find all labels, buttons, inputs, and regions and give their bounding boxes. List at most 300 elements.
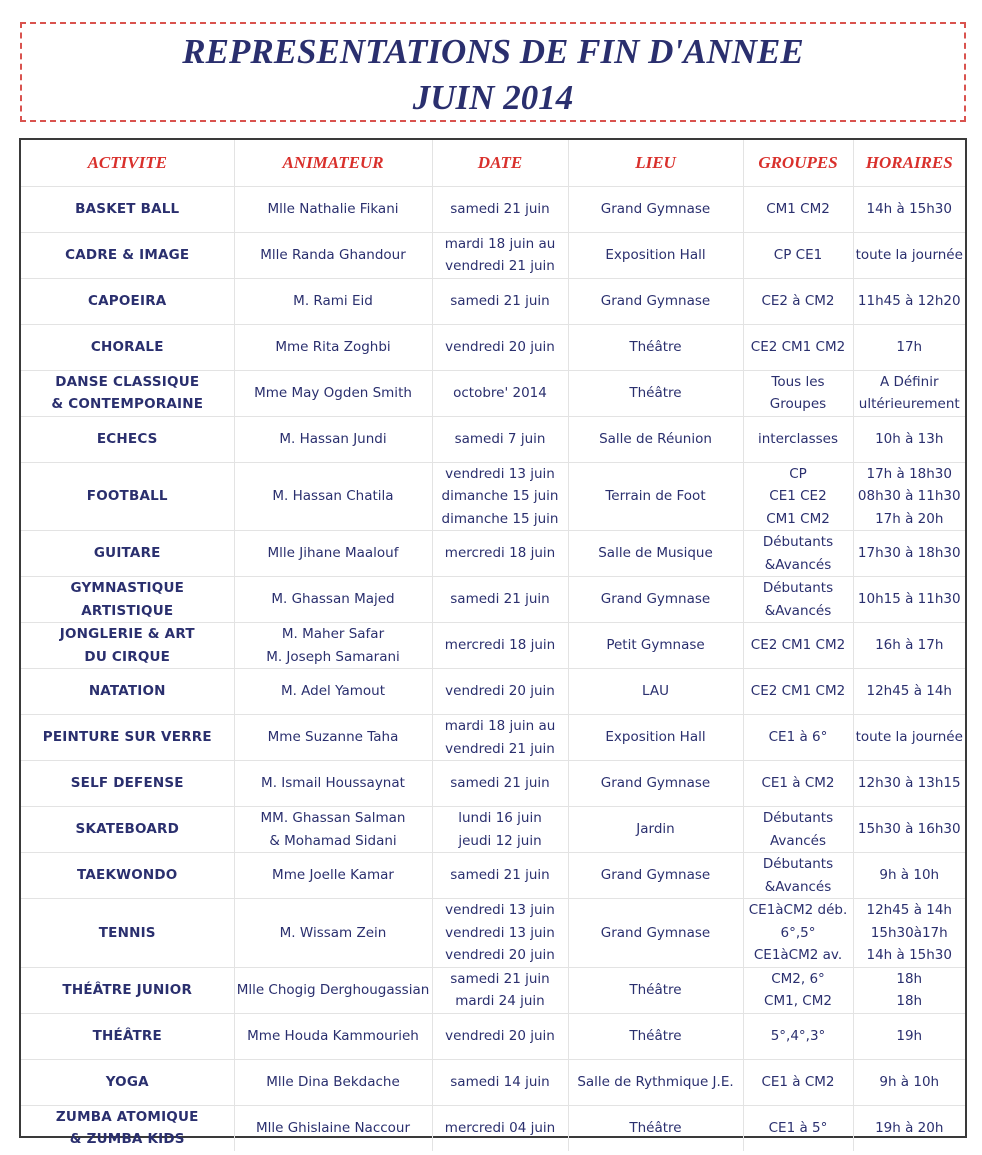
activite-text: PEINTURE SUR VERRE — [42, 729, 212, 746]
groupes-text: &Avancés — [764, 602, 832, 619]
activite-text: BASKET BALL — [75, 200, 180, 217]
groupes-text: 6°,5° — [780, 924, 816, 941]
cell-horaires — [853, 531, 965, 577]
groupes-text: CE1àCM2 déb. — [748, 902, 848, 918]
cell-activite — [21, 278, 234, 324]
cell-groupes — [743, 577, 853, 623]
date-text: vendredi 13 juin — [445, 465, 555, 482]
groupes-text: &Avancés — [764, 878, 832, 895]
date-text: samedi 7 juin — [454, 430, 546, 447]
groupes-text: CE2 CM1 CM2 — [750, 683, 846, 700]
groupes-text: &Avancés — [764, 556, 832, 573]
cell-lieu — [568, 186, 743, 232]
groupes-text: Débutants — [762, 534, 834, 550]
horaires-text: 10h à 13h — [875, 430, 944, 447]
date-text: mardi 24 juin — [455, 993, 545, 1009]
cell-horaires — [853, 462, 965, 531]
cell-animateur — [234, 853, 432, 899]
cell-horaires — [853, 761, 965, 807]
date-text: samedi 14 juin — [450, 1073, 550, 1090]
cell-date — [432, 623, 568, 669]
activite-text: SELF DEFENSE — [70, 775, 184, 792]
activite-text: NATATION — [88, 683, 166, 700]
cell-horaires — [853, 278, 965, 324]
horaires-text: 9h à 10h — [879, 1073, 940, 1090]
cell-lieu — [568, 669, 743, 715]
lieu-text: Grand Gymnase — [600, 867, 711, 884]
activite-text: GYMNASTIQUE — [70, 580, 185, 596]
cell-lieu — [568, 967, 743, 1013]
lieu-text: Grand Gymnase — [600, 591, 711, 608]
groupes-text: CE1 CE2 — [769, 488, 827, 504]
activite-text: CHORALE — [90, 338, 164, 355]
groupes-text: CM1 CM2 — [766, 510, 830, 527]
table-row — [21, 186, 965, 232]
animateur-text: M. Adel Yamout — [280, 683, 386, 700]
cell-lieu — [568, 807, 743, 853]
groupes-text: CE2 CM1 CM2 — [750, 338, 846, 355]
lieu-text: Théâtre — [629, 981, 682, 998]
table-row — [21, 577, 965, 623]
activite-text: DANSE CLASSIQUE — [55, 373, 200, 390]
date-text: octobre' 2014 — [453, 384, 547, 401]
cell-activite — [21, 807, 234, 853]
activite-text: ARTISTIQUE — [81, 602, 174, 619]
cell-groupes — [743, 761, 853, 807]
cell-lieu — [568, 1059, 743, 1105]
animateur-text: M. Rami Eid — [293, 292, 373, 309]
header-lieu: LIEU — [568, 140, 743, 186]
animateur-text: Mlle Ghislaine Naccour — [255, 1120, 411, 1136]
groupes-text: 5°,4°,3° — [770, 1027, 826, 1044]
cell-groupes — [743, 186, 853, 232]
horaires-text: 15h30 à 16h30 — [857, 821, 961, 838]
cell-date — [432, 1059, 568, 1105]
activite-text: ZUMBA ATOMIQUE — [55, 1108, 199, 1125]
cell-lieu — [568, 278, 743, 324]
cell-animateur — [234, 531, 432, 577]
cell-activite — [21, 531, 234, 577]
cell-date — [432, 462, 568, 531]
animateur-text: MM. Ghassan Salman — [260, 810, 406, 826]
table-row — [21, 623, 965, 669]
groupes-text: Groupes — [769, 396, 827, 412]
cell-lieu — [568, 899, 743, 968]
cell-groupes — [743, 1059, 853, 1105]
cell-activite — [21, 1013, 234, 1059]
table-row — [21, 761, 965, 807]
date-text: lundi 16 juin — [458, 810, 542, 826]
horaires-text: 10h15 à 11h30 — [857, 591, 961, 608]
table-header-row — [21, 140, 965, 186]
cell-date — [432, 669, 568, 715]
animateur-text: Mlle Dina Bekdache — [266, 1073, 400, 1090]
cell-horaires — [853, 807, 965, 853]
animateur-text: & Mohamad Sidani — [269, 832, 397, 849]
cell-animateur — [234, 324, 432, 370]
date-text: vendredi 20 juin — [445, 338, 555, 355]
groupes-text: CM1, CM2 — [764, 993, 832, 1009]
cell-groupes — [743, 715, 853, 761]
lieu-text: Petit Gymnase — [606, 637, 705, 654]
table-row — [21, 853, 965, 899]
cell-animateur — [234, 967, 432, 1013]
groupes-text: CE1 à 6° — [768, 729, 828, 746]
animateur-text: Mlle Randa Ghandour — [260, 246, 406, 263]
cell-groupes — [743, 531, 853, 577]
table-row — [21, 370, 965, 416]
cell-date — [432, 807, 568, 853]
date-text: vendredi 20 juin — [445, 1027, 555, 1044]
cell-date — [432, 278, 568, 324]
activite-text: THÉÂTRE JUNIOR — [62, 981, 193, 998]
cell-lieu — [568, 577, 743, 623]
cell-date — [432, 1013, 568, 1059]
cell-date — [432, 715, 568, 761]
lieu-text: Salle de Réunion — [599, 430, 712, 447]
date-text: samedi 21 juin — [450, 970, 550, 987]
cell-horaires — [853, 416, 965, 462]
cell-date — [432, 853, 568, 899]
cell-lieu — [568, 462, 743, 531]
activite-text: YOGA — [105, 1073, 149, 1090]
cell-horaires — [853, 967, 965, 1013]
cell-lieu — [568, 416, 743, 462]
cell-horaires — [853, 324, 965, 370]
cell-animateur — [234, 370, 432, 416]
horaires-text: toute la journée — [855, 729, 963, 746]
groupes-text: CE1àCM2 av. — [753, 947, 843, 963]
table-row — [21, 278, 965, 324]
schedule-table-frame — [19, 138, 967, 1148]
table-row — [21, 324, 965, 370]
groupes-text: CE1 à CM2 — [761, 775, 835, 792]
cell-horaires — [853, 623, 965, 669]
cell-date — [432, 899, 568, 968]
cell-date — [432, 577, 568, 623]
cell-date — [432, 1105, 568, 1151]
date-text: mardi 18 juin au — [444, 718, 556, 734]
groupes-text: CE1 à 5° — [768, 1120, 828, 1136]
cell-animateur — [234, 278, 432, 324]
date-text: vendredi 21 juin — [445, 258, 555, 274]
table-body — [21, 186, 965, 1151]
cell-date — [432, 761, 568, 807]
cell-activite — [21, 669, 234, 715]
date-text: mercredi 04 juin — [444, 1120, 556, 1136]
cell-activite — [21, 416, 234, 462]
lieu-text: Théâtre — [629, 384, 682, 401]
cell-date — [432, 324, 568, 370]
cell-lieu — [568, 324, 743, 370]
animateur-text: Mme Joelle Kamar — [272, 867, 394, 884]
cell-groupes — [743, 1105, 853, 1151]
page-subtitle: JUIN 2014 — [412, 78, 574, 117]
activite-text: JONGLERIE & ART — [59, 626, 195, 642]
cell-lieu — [568, 370, 743, 416]
cell-animateur — [234, 462, 432, 531]
table-row — [21, 462, 965, 531]
date-text: dimanche 15 juin — [441, 510, 559, 527]
activite-text: ECHECS — [96, 430, 158, 447]
lieu-text: Jardin — [636, 821, 675, 838]
lieu-text: Exposition Hall — [605, 729, 706, 746]
date-text: samedi 21 juin — [450, 867, 550, 884]
horaires-text: 18h — [896, 970, 923, 987]
animateur-text: Mme Rita Zoghbi — [275, 338, 391, 355]
animateur-text: M. Wissam Zein — [279, 924, 387, 941]
cell-lieu — [568, 853, 743, 899]
groupes-text: CP CE1 — [773, 246, 823, 263]
cell-groupes — [743, 623, 853, 669]
cell-animateur — [234, 761, 432, 807]
horaires-text: 16h à 17h — [875, 637, 944, 654]
cell-horaires — [853, 577, 965, 623]
cell-horaires — [853, 232, 965, 278]
cell-groupes — [743, 278, 853, 324]
cell-lieu — [568, 531, 743, 577]
title-box — [20, 22, 966, 122]
horaires-text: 19h à 20h — [875, 1120, 944, 1136]
cell-lieu — [568, 232, 743, 278]
animateur-text: Mlle Chogig Derghougassian — [236, 981, 430, 998]
activite-text: GUITARE — [93, 545, 161, 562]
groupes-text: CM1 CM2 — [766, 200, 830, 217]
groupes-text: CE2 à CM2 — [761, 292, 835, 309]
animateur-text: Mlle Jihane Maalouf — [267, 545, 399, 562]
lieu-text: LAU — [642, 683, 669, 700]
cell-horaires — [853, 370, 965, 416]
header-date: DATE — [432, 140, 568, 186]
cell-animateur — [234, 807, 432, 853]
date-text: samedi 21 juin — [450, 292, 550, 309]
horaires-text: 12h30 à 13h15 — [857, 775, 961, 792]
groupes-text: interclasses — [757, 430, 838, 447]
cell-activite — [21, 715, 234, 761]
date-text: vendredi 13 juin — [445, 902, 555, 918]
cell-activite — [21, 853, 234, 899]
lieu-text: Exposition Hall — [605, 246, 706, 263]
animateur-text: Mme Houda Kammourieh — [247, 1027, 419, 1044]
date-text: vendredi 13 juin — [445, 924, 555, 941]
cell-activite — [21, 967, 234, 1013]
animateur-text: Mme May Ogden Smith — [254, 384, 412, 401]
cell-date — [432, 232, 568, 278]
lieu-text: Théâtre — [629, 338, 682, 355]
horaires-text: 19h — [896, 1027, 923, 1044]
cell-activite — [21, 899, 234, 968]
header-horaires: HORAIRES — [853, 140, 965, 186]
groupes-text: Avancés — [769, 832, 827, 849]
cell-animateur — [234, 416, 432, 462]
cell-date — [432, 531, 568, 577]
table-row — [21, 1059, 965, 1105]
animateur-text: M. Hassan Chatila — [272, 488, 394, 504]
lieu-text: Terrain de Foot — [605, 488, 706, 504]
date-text: mercredi 18 juin — [444, 545, 556, 562]
date-text: vendredi 20 juin — [445, 683, 555, 700]
date-text: mercredi 18 juin — [444, 637, 556, 654]
cell-groupes — [743, 807, 853, 853]
animateur-text: M. Joseph Samarani — [266, 648, 400, 665]
cell-groupes — [743, 370, 853, 416]
cell-animateur — [234, 623, 432, 669]
lieu-text: Théâtre — [629, 1027, 682, 1044]
lieu-text: Grand Gymnase — [600, 292, 711, 309]
table-row — [21, 1105, 965, 1151]
horaires-text: 17h30 à 18h30 — [857, 545, 961, 562]
header-groupes: GROUPES — [743, 140, 853, 186]
table-row — [21, 531, 965, 577]
cell-activite — [21, 370, 234, 416]
groupes-text: CM2, 6° — [771, 970, 825, 987]
horaires-text: 08h30 à 11h30 — [857, 488, 961, 504]
cell-horaires — [853, 186, 965, 232]
cell-groupes — [743, 462, 853, 531]
date-text: samedi 21 juin — [450, 200, 550, 217]
cell-animateur — [234, 1013, 432, 1059]
cell-activite — [21, 1105, 234, 1151]
animateur-text: Mme Suzanne Taha — [267, 729, 399, 746]
table-row — [21, 669, 965, 715]
cell-date — [432, 370, 568, 416]
lieu-text: Grand Gymnase — [600, 775, 711, 792]
groupes-text: Tous les — [771, 373, 825, 390]
cell-horaires — [853, 1013, 965, 1059]
horaires-text: 12h45 à 14h — [866, 902, 952, 918]
cell-date — [432, 186, 568, 232]
animateur-text: M. Maher Safar — [281, 626, 385, 642]
horaires-text: 17h à 18h30 — [866, 465, 952, 482]
activite-text: THÉÂTRE — [92, 1027, 162, 1044]
horaires-text: 14h à 15h30 — [866, 200, 952, 217]
activite-text: TENNIS — [98, 924, 156, 941]
date-text: mardi 18 juin au — [444, 235, 556, 252]
horaires-text: 17h — [896, 338, 923, 355]
horaires-text: A Définir — [879, 373, 939, 390]
groupes-text: CE2 CM1 CM2 — [750, 637, 846, 654]
cell-lieu — [568, 623, 743, 669]
cell-horaires — [853, 715, 965, 761]
activite-text: CADRE & IMAGE — [65, 246, 190, 263]
table-row — [21, 232, 965, 278]
activite-text: SKATEBOARD — [75, 821, 179, 838]
cell-horaires — [853, 899, 965, 968]
horaires-text: toute la journée — [855, 246, 963, 263]
cell-groupes — [743, 899, 853, 968]
cell-lieu — [568, 715, 743, 761]
activite-text: TAEKWONDO — [77, 867, 178, 884]
cell-animateur — [234, 1059, 432, 1105]
horaires-text: 17h à 20h — [875, 510, 944, 527]
animateur-text: M. Ismail Houssaynat — [261, 775, 405, 792]
date-text: jeudi 12 juin — [458, 832, 542, 849]
cell-activite — [21, 324, 234, 370]
animateur-text: M. Ghassan Majed — [271, 591, 395, 608]
horaires-text: 15h30à17h — [870, 924, 948, 941]
date-text: vendredi 21 juin — [445, 740, 555, 757]
cell-horaires — [853, 669, 965, 715]
groupes-text: Débutants — [762, 810, 834, 826]
lieu-text: Grand Gymnase — [600, 924, 711, 941]
cell-groupes — [743, 232, 853, 278]
lieu-text: Théâtre — [629, 1120, 682, 1136]
cell-activite — [21, 623, 234, 669]
groupes-text: CP — [789, 465, 807, 482]
table-row — [21, 1013, 965, 1059]
table-row — [21, 899, 965, 968]
cell-horaires — [853, 1059, 965, 1105]
cell-horaires — [853, 1105, 965, 1151]
date-text: samedi 21 juin — [450, 775, 550, 792]
cell-groupes — [743, 669, 853, 715]
animateur-text: M. Hassan Jundi — [279, 430, 387, 447]
horaires-text: 9h à 10h — [879, 867, 940, 884]
cell-animateur — [234, 186, 432, 232]
date-text: vendredi 20 juin — [445, 947, 555, 963]
groupes-text: CE1 à CM2 — [761, 1073, 835, 1090]
cell-groupes — [743, 967, 853, 1013]
cell-animateur — [234, 669, 432, 715]
cell-lieu — [568, 1105, 743, 1151]
activite-text: & CONTEMPORAINE — [51, 396, 204, 412]
groupes-text: Débutants — [762, 580, 834, 596]
page-title: REPRESENTATIONS DE FIN D'ANNEE — [182, 32, 804, 71]
cell-activite — [21, 186, 234, 232]
lieu-text: Grand Gymnase — [600, 200, 711, 217]
horaires-text: 14h à 15h30 — [866, 947, 952, 963]
cell-animateur — [234, 232, 432, 278]
activite-text: CAPOEIRA — [88, 292, 167, 309]
cell-animateur — [234, 1105, 432, 1151]
cell-date — [432, 967, 568, 1013]
cell-activite — [21, 577, 234, 623]
horaires-text: 12h45 à 14h — [866, 683, 952, 700]
cell-activite — [21, 462, 234, 531]
cell-date — [432, 416, 568, 462]
table-row — [21, 715, 965, 761]
lieu-text: Salle de Rythmique J.E. — [577, 1073, 734, 1090]
cell-groupes — [743, 1013, 853, 1059]
cell-activite — [21, 1059, 234, 1105]
cell-activite — [21, 761, 234, 807]
activite-text: DU CIRQUE — [84, 648, 171, 665]
date-text: dimanche 15 juin — [441, 488, 559, 504]
cell-animateur — [234, 715, 432, 761]
header-activite: ACTIVITE — [21, 140, 234, 186]
cell-groupes — [743, 416, 853, 462]
groupes-text: Débutants — [762, 856, 834, 872]
lieu-text: Salle de Musique — [598, 545, 713, 562]
animateur-text: Mlle Nathalie Fikani — [267, 200, 399, 217]
cell-activite — [21, 232, 234, 278]
table-row — [21, 967, 965, 1013]
horaires-text: ultérieurement — [858, 396, 960, 412]
cell-lieu — [568, 761, 743, 807]
cell-animateur — [234, 577, 432, 623]
table-row — [21, 807, 965, 853]
horaires-text: 18h — [896, 993, 923, 1009]
header-animateur: ANIMATEUR — [234, 140, 432, 186]
cell-lieu — [568, 1013, 743, 1059]
horaires-text: 11h45 à 12h20 — [857, 292, 961, 309]
cell-groupes — [743, 853, 853, 899]
table-row — [21, 416, 965, 462]
activite-text: FOOTBALL — [86, 488, 168, 504]
schedule-table — [21, 140, 965, 1151]
date-text: samedi 21 juin — [450, 591, 550, 608]
cell-groupes — [743, 324, 853, 370]
